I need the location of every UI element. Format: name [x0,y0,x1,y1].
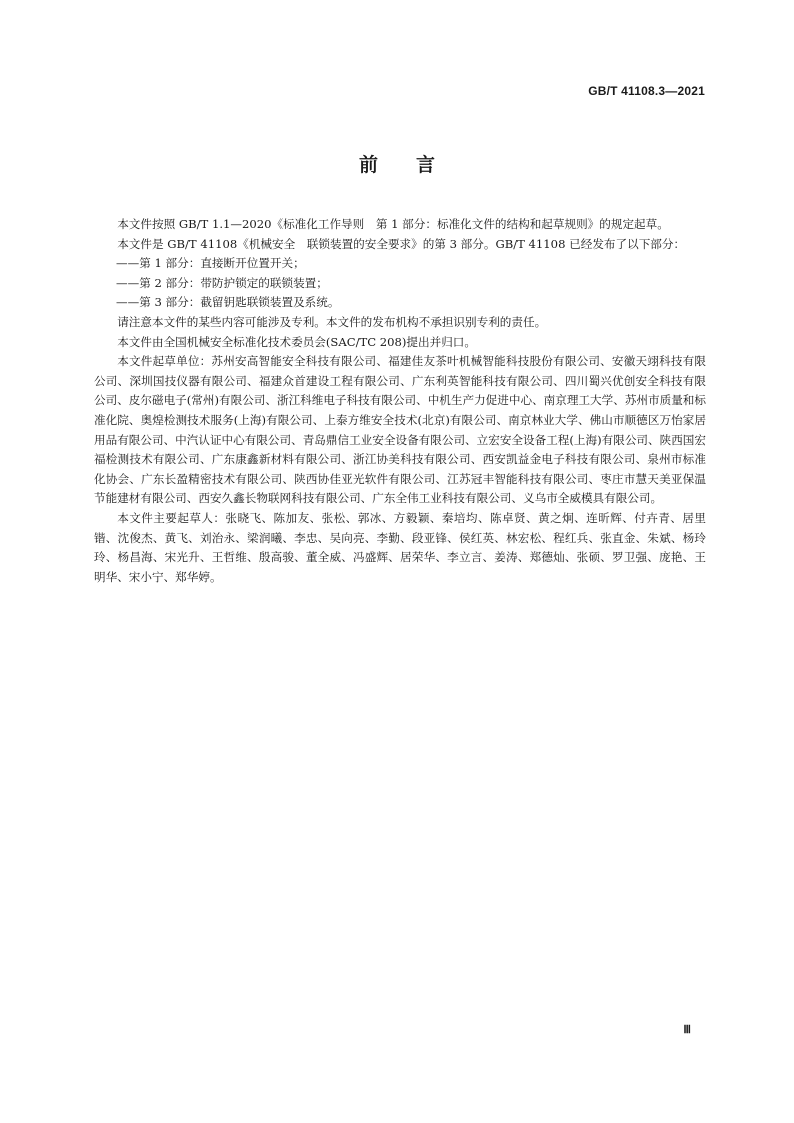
title-char-1: 前 [358,154,378,176]
page-number: Ⅲ [683,1024,691,1036]
document-number: GB/T 41108.3—2021 [588,84,705,98]
page-title [0,150,794,177]
paragraph-part-info: 本文件是 GB/T 41108《机械安全 联锁装置的安全要求》的第 3 部分。GB/T 41108 已经发布了以下部分： [117,236,686,251]
paragraph-committee: 本文件由全国机械安全标准化技术委员会(SAC/TC 208)提出并归口。 [117,334,476,349]
paragraph-patent-notice: 请注意本文件的某些内容可能涉及专利。本文件的发布机构不承担识别专利的责任。 [117,314,547,329]
list-item: ——第 2 部分：带防护锁定的联锁装置； [116,275,328,290]
foreword-body [94,215,706,587]
title-char-2: 言 [416,154,436,176]
list-item: ——第 3 部分：截留钥匙联锁装置及系统。 [116,295,340,310]
list-item: ——第 1 部分：直接断开位置开关； [116,256,305,271]
paragraph-drafting-units: 本文件起草单位：苏州安高智能安全科技有限公司、福建佳友茶叶机械智能科技股份有限公司、安徽天翊科技有限公司、深圳国技仪器有限公司、福建众首建设工程有限公司、广东利英智能科技有限公司、四川蜀兴优创安全科技有限公司、皮尔磁电子(常州)有限公司、浙江科维电子科技有限公司、中机生产力促进中心、南京理工大学、苏州市质量和标准化院、奥煌检测技术服务(上海)有限公司、上泰方维安全技术(北京)有限公司、南京林业大学、佛山市顺德区万怡家居用品有限公司、中汽认证中心有限公司、青岛鼎信工业安全设备有限公司、立宏安全设备工程(上海)有限公司、陕西国宏福检测技术有限公司、广东康鑫新材料有限公司、浙江协美科技有限公司、西安凯益金电子科技有限公司、泉州市标准化协会、广东长盈精密技术有限公司、陕西协佳亚光软件有限公司、江苏冠丰智能科技有限公司、枣庄市慧天美亚保温节能建材有限公司、西安久鑫长物联网科技有限公司、广东全伟工业科技有限公司、义乌市全威模具有限公司。 [94,354,706,506]
paragraph-drafters: 本文件主要起草人：张晓飞、陈加友、张松、郭冰、方毅颖、秦培均、陈卓贤、黄之炯、连昕辉、付卉青、居里锴、沈俊杰、黄飞、刘治永、梁润曦、李忠、吴向亮、李勤、段亚锋、侯红英、林宏松、程红兵、张直金、朱斌、杨玲玲、杨昌海、宋光升、王哲维、殷高骏、董全威、冯盛辉、居荣华、李立言、姜涛、郑德灿、张硕、罗卫强、庞艳、王明华、宋小宁、郑华婷。 [94,510,706,584]
paragraph-drafting-rules: 本文件按照 GB/T 1.1—2020《标准化工作导则 第 1 部分：标准化文件的结构和起草规则》的规定起草。 [117,217,669,231]
